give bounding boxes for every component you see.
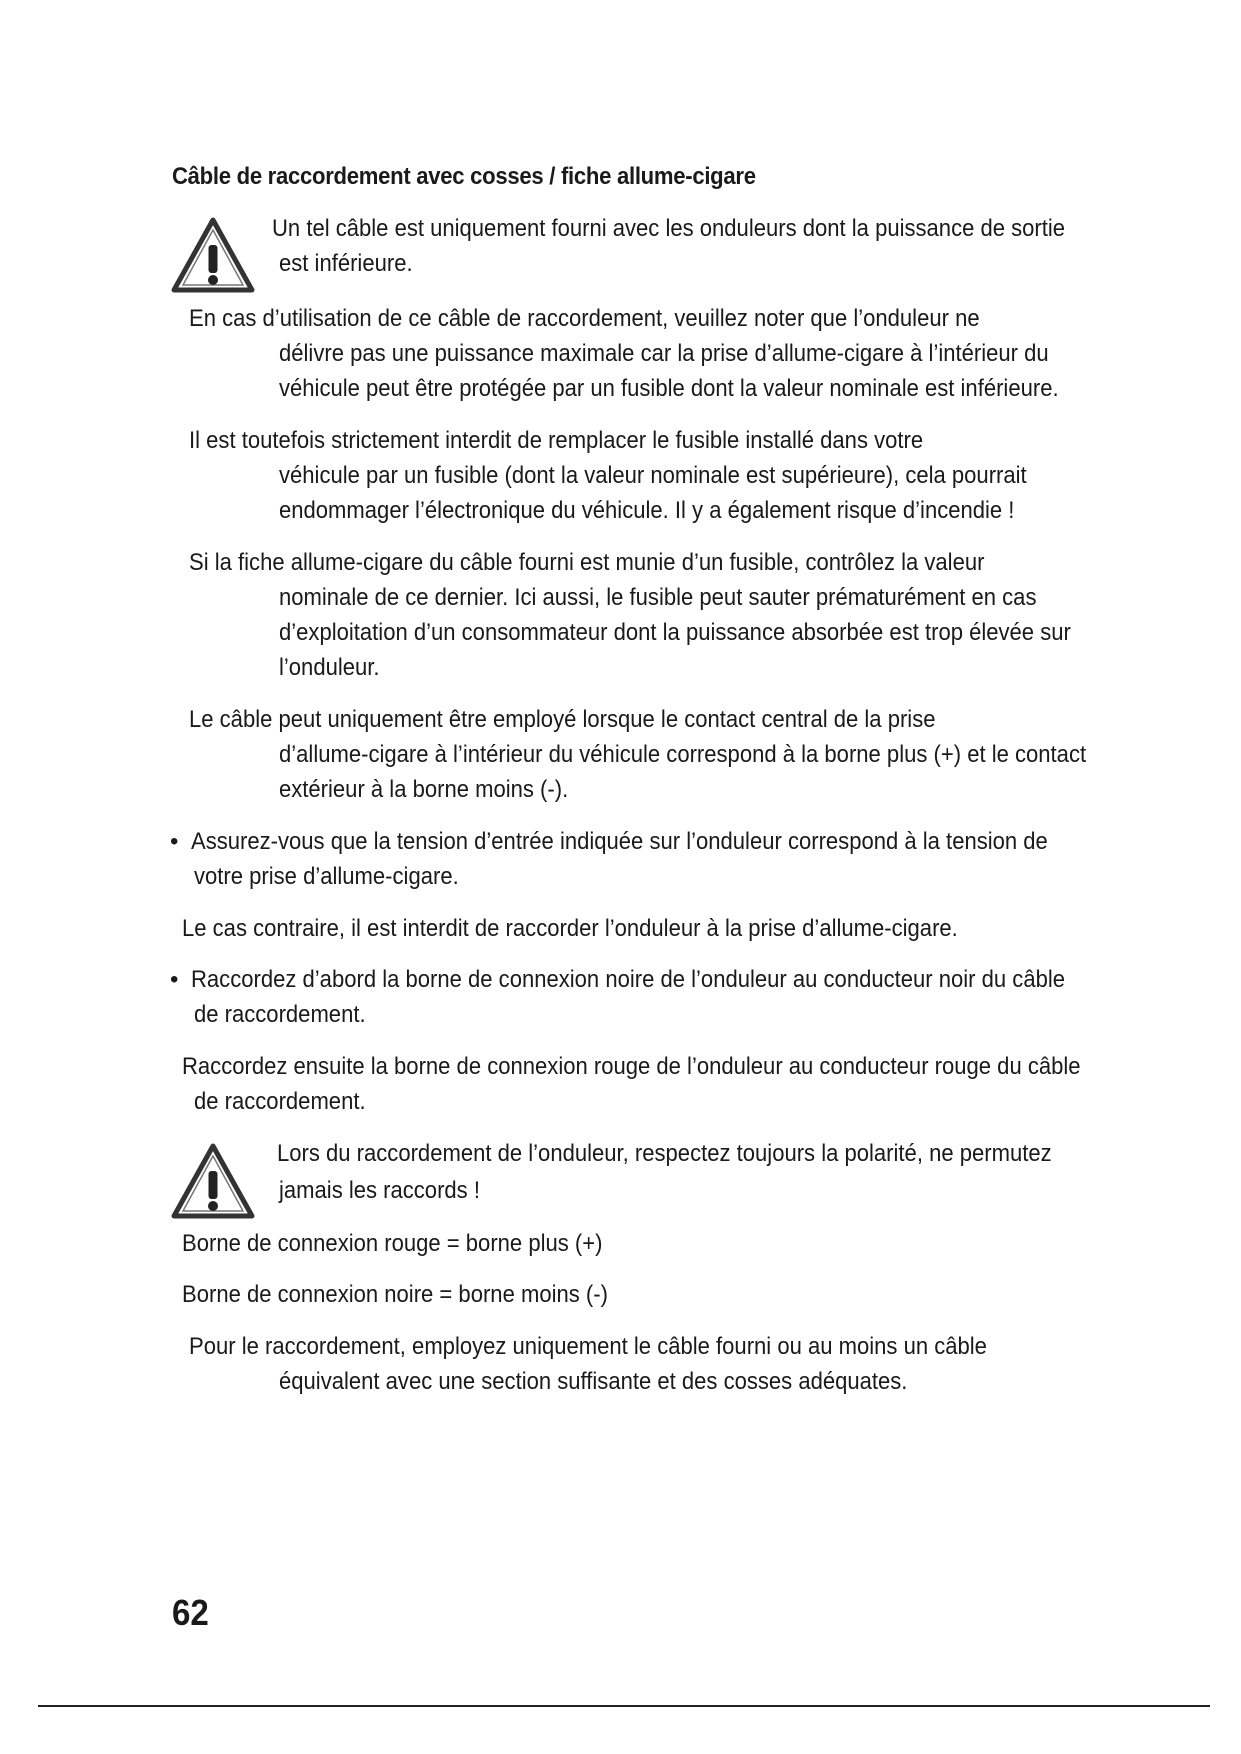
polarity-black: Borne de connexion noire = borne moins (-)	[182, 1281, 608, 1308]
final-paragraph-line-2: équivalent avec une section suffisante et des cosses adéquates.	[279, 1368, 908, 1395]
warning1-line-1: Un tel câble est uniquement fourni avec les onduleurs dont la puissance de sortie	[272, 215, 1066, 242]
warning-triangle-icon	[170, 1142, 256, 1220]
bullet-2-line-1: Raccordez d’abord la borne de connexion noire de l’onduleur au conducteur noir du câble	[191, 966, 1066, 993]
paragraph-1-line-3: véhicule peut être protégée par un fusible dont la valeur nominale est inférieure.	[279, 375, 1059, 402]
page-number: 62	[172, 1592, 209, 1633]
paragraph-1-line-1: En cas d’utilisation de ce câble de raccordement, veuillez noter que l’onduleur ne	[189, 305, 980, 332]
footer-rule	[38, 1705, 1210, 1707]
paragraph-3-line-2: nominale de ce dernier. Ici aussi, le fusible peut sauter prématurément en cas	[279, 584, 1037, 611]
bullet-2-note-line-1: Raccordez ensuite la borne de connexion rouge de l’onduleur au conducteur rouge du câble	[182, 1053, 1081, 1080]
bullet-1-line-1: Assurez-vous que la tension d’entrée indiquée sur l’onduleur correspond à la tension de	[191, 828, 1048, 855]
paragraph-4-line-3: extérieur à la borne moins (-).	[279, 776, 569, 803]
paragraph-2-line-3: endommager l’électronique du véhicule. Il y a également risque d’incendie !	[279, 497, 1015, 524]
final-paragraph-line-1: Pour le raccordement, employez uniquement le câble fourni ou au moins un câble	[189, 1333, 987, 1360]
warning2-line-2: jamais les raccords !	[279, 1177, 480, 1204]
paragraph-3-line-1: Si la fiche allume-cigare du câble fourni est munie d’un fusible, contrôlez la valeur	[189, 549, 985, 576]
warning2-line-1: Lors du raccordement de l’onduleur, respectez toujours la polarité, ne permutez	[277, 1140, 1052, 1167]
bullet-1-note: Le cas contraire, il est interdit de raccorder l’onduleur à la prise d’allume-cigare.	[182, 915, 958, 942]
paragraph-3-line-3: d’exploitation d’un consommateur dont la puissance absorbée est trop élevée sur	[279, 619, 1071, 646]
bullet-1-line-2: votre prise d’allume-cigare.	[194, 863, 459, 890]
warning1-line-2: est inférieure.	[279, 250, 413, 277]
bullet-marker-2: •	[170, 966, 179, 993]
warning-triangle-icon	[170, 216, 256, 294]
paragraph-4-line-1: Le câble peut uniquement être employé lorsque le contact central de la prise	[189, 706, 936, 733]
paragraph-3-line-4: l’onduleur.	[279, 654, 380, 681]
bullet-2-line-2: de raccordement.	[194, 1001, 366, 1028]
bullet-marker-1: •	[170, 828, 179, 855]
paragraph-2-line-2: véhicule par un fusible (dont la valeur nominale est supérieure), cela pourrait	[279, 462, 1027, 489]
paragraph-2-line-1: Il est toutefois strictement interdit de remplacer le fusible installé dans votre	[189, 427, 924, 454]
paragraph-1-line-2: délivre pas une puissance maximale car la prise d’allume-cigare à l’intérieur du	[279, 340, 1049, 367]
paragraph-4-line-2: d’allume-cigare à l’intérieur du véhicule correspond à la borne plus (+) et le contact	[279, 741, 1087, 768]
bullet-2-note-line-2: de raccordement.	[194, 1088, 366, 1115]
section-title: Câble de raccordement avec cosses / fiche allume-cigare	[172, 163, 756, 190]
polarity-red: Borne de connexion rouge = borne plus (+)	[182, 1230, 603, 1257]
